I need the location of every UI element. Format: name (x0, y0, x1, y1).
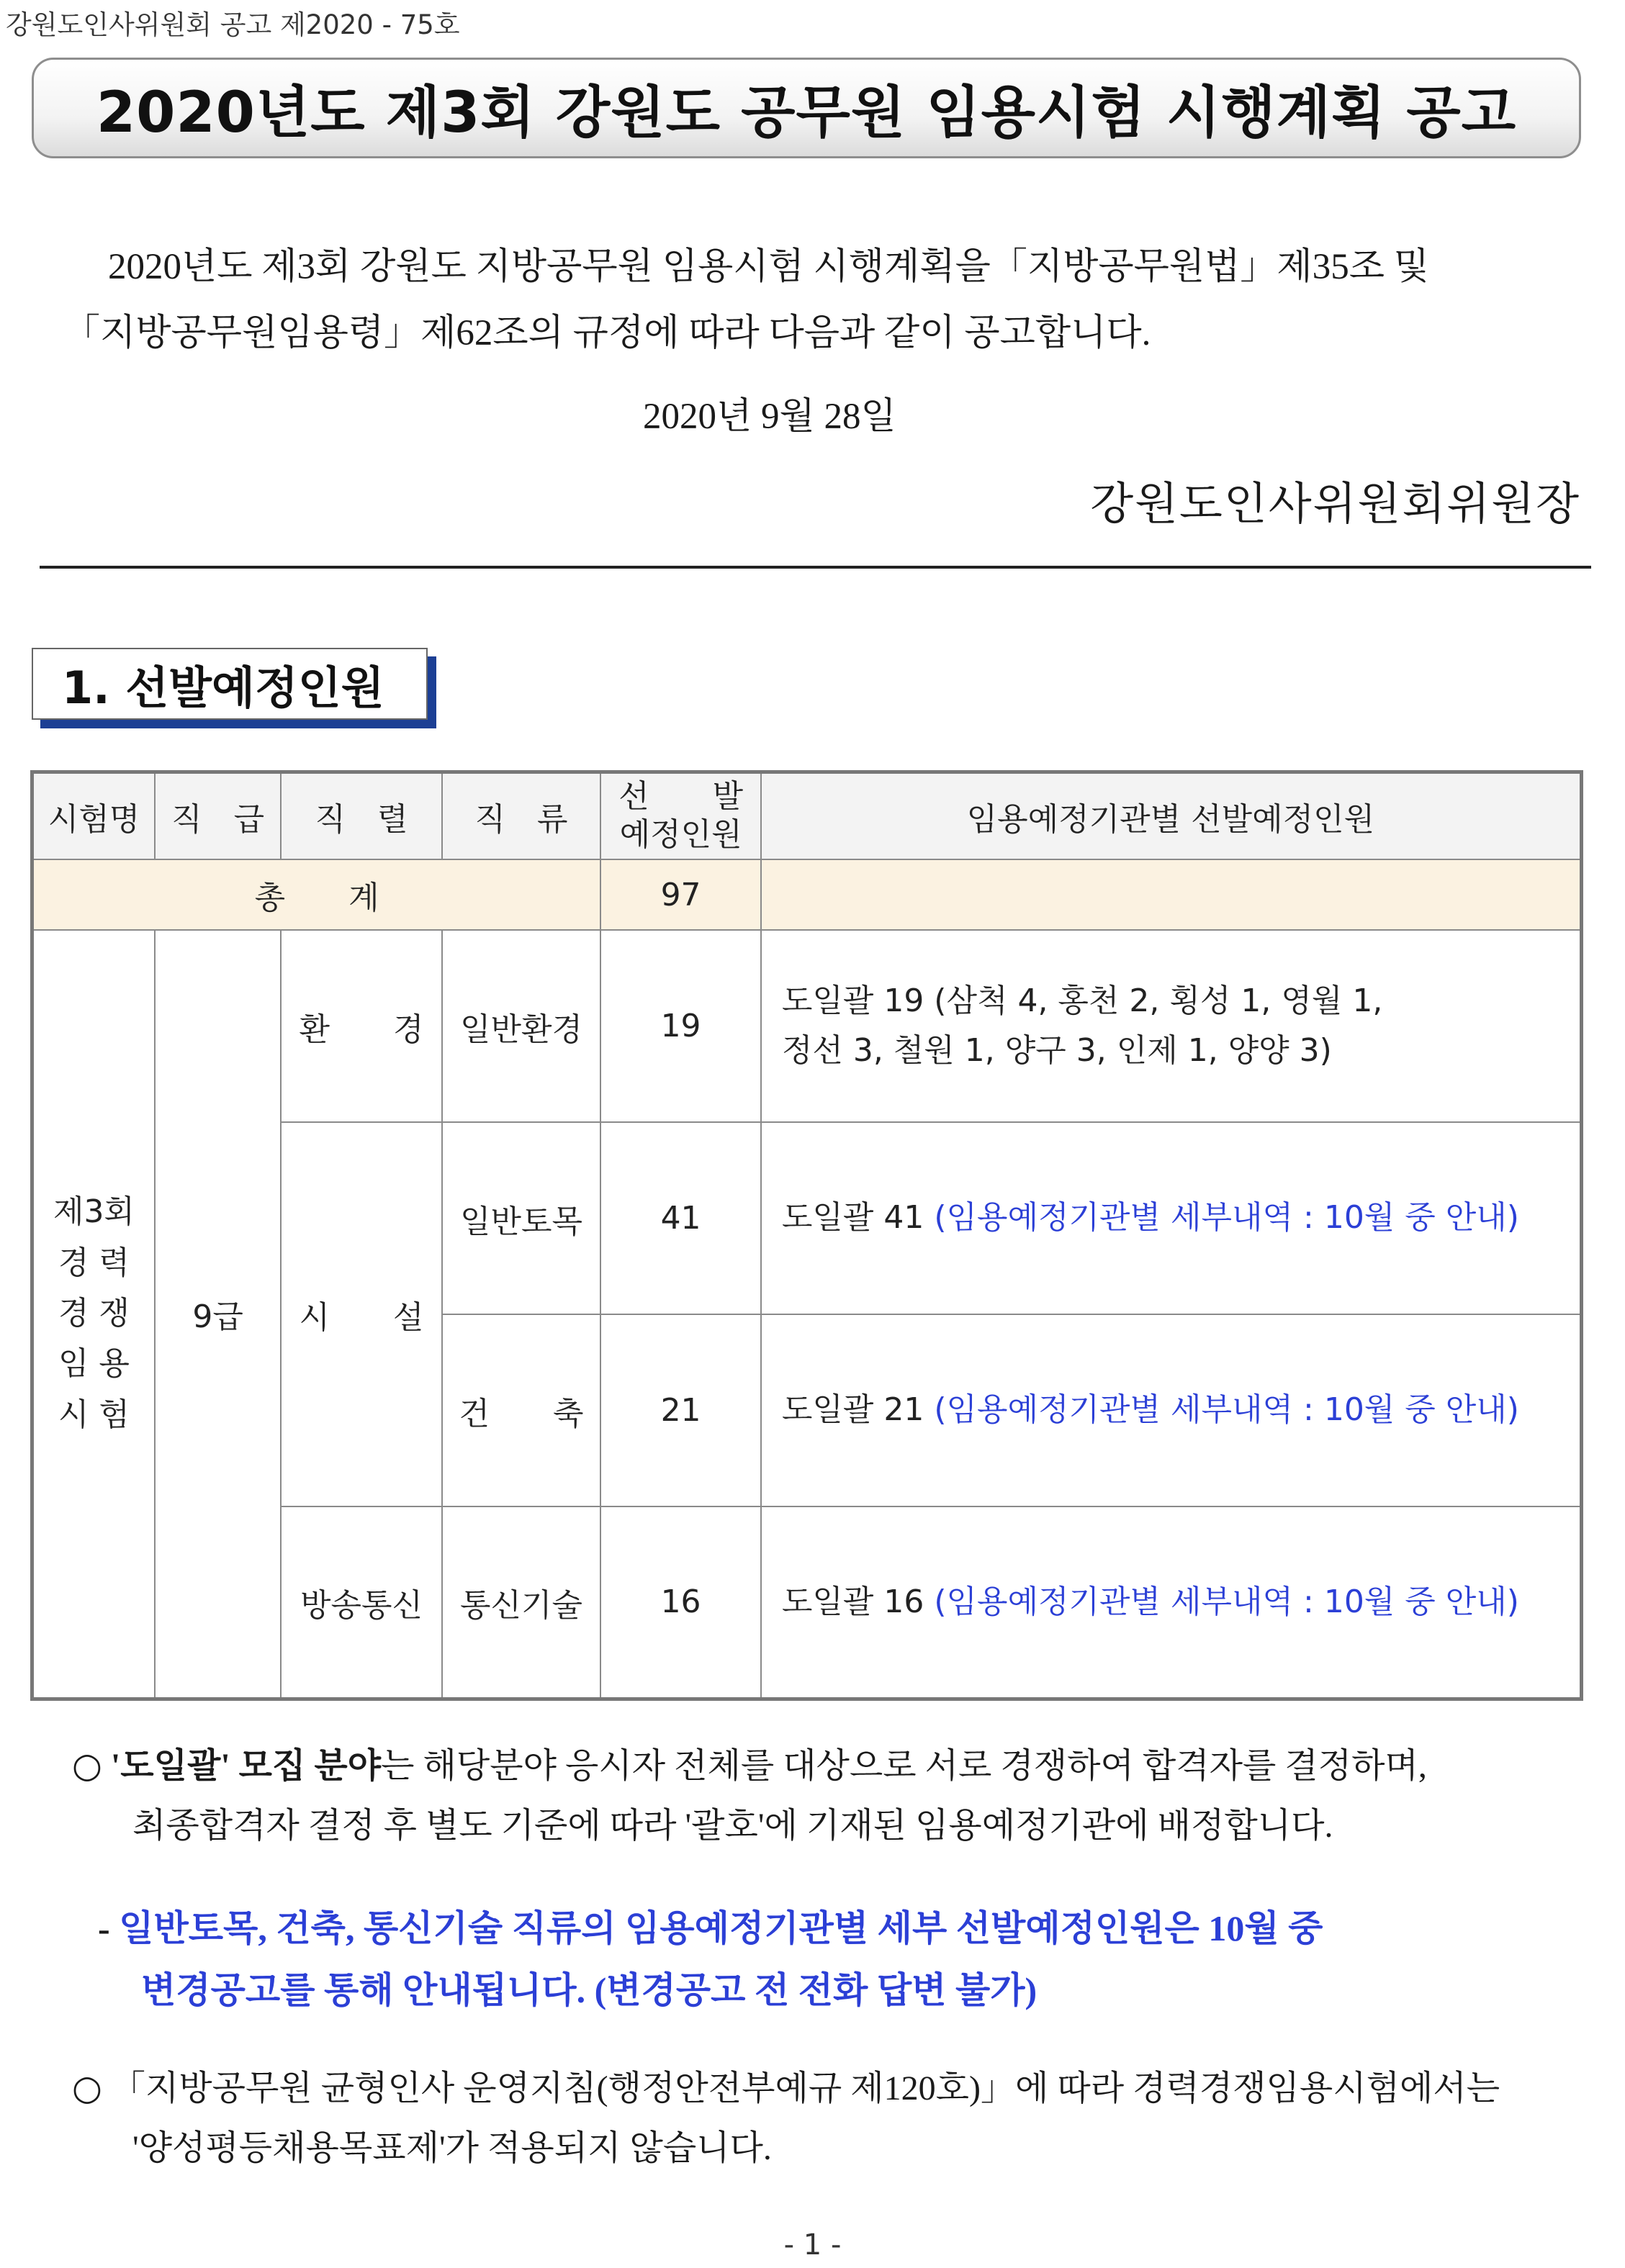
distribution-main: 도일괄 41 (781, 1199, 924, 1237)
distribution-note: (임용예정기관별 세부내역 : 10월 중 안내) (934, 1583, 1519, 1620)
exam-name-cell (32, 930, 155, 1699)
series-cell: 시 설 (281, 1122, 442, 1506)
distribution-cell (761, 930, 1582, 1122)
note-bullet-2-line-2: '양성평등채용목표제'가 적용되지 않습니다. (132, 2128, 772, 2167)
exam-name-line: 제3회 (53, 1193, 135, 1231)
exam-name-line: 경 력 (58, 1244, 130, 1281)
count-cell: 19 (600, 930, 761, 1122)
bullet-symbol: ○ (72, 2068, 102, 2108)
page-number: - 1 - (783, 2228, 842, 2262)
horizontal-divider (40, 566, 1591, 569)
recruitment-table (30, 770, 1583, 1701)
note-bullet-2-line-1 (72, 2059, 1500, 2119)
total-label: 총 계 (32, 859, 601, 930)
document-number: 강원도인사위원회 공고 제2020 - 75호 (6, 9, 460, 40)
note-bullet-1-line-1 (72, 1736, 1427, 1797)
header-series: 직 렬 (281, 772, 442, 860)
note-dash-line-1 (98, 1897, 1323, 1959)
count-cell: 41 (600, 1122, 761, 1314)
intro-line-1: 2020년도 제3회 강원도 지방공무원 임용시험 시행계획을「지방공무원법」제35조 및 (108, 247, 1429, 287)
distribution-note: (임용예정기관별 세부내역 : 10월 중 안내) (934, 1391, 1519, 1429)
distribution-cell (761, 1506, 1582, 1699)
note-dash-line-2: 변경공고를 통해 안내됩니다. (변경공고 전 전화 답변 불가) (141, 1970, 1037, 2010)
note-bullet-1 (72, 1736, 1427, 1856)
count-cell: 16 (600, 1506, 761, 1699)
class-cell: 통신기술 (442, 1506, 601, 1699)
distribution-main: 도일괄 16 (781, 1583, 924, 1620)
table-header-row (32, 772, 1582, 860)
series-cell: 방송통신 (281, 1506, 442, 1699)
class-cell: 건 축 (442, 1314, 601, 1506)
title-banner (32, 58, 1581, 158)
distribution-cell (761, 1314, 1582, 1506)
class-cell: 일반환경 (442, 930, 601, 1122)
header-count-line-2: 예정인원 (619, 816, 742, 853)
total-distribution-empty (761, 859, 1582, 930)
distribution-line-1: 도일괄 19 (삼척 4, 홍천 2, 횡성 1, 영월 1, (781, 982, 1383, 1020)
header-grade: 직 급 (155, 772, 281, 860)
header-exam-name: 시험명 (32, 772, 155, 860)
distribution-cell (761, 1122, 1582, 1314)
note-dash-text: 일반토목, 건축, 통신기술 직류의 임용예정기관별 세부 선발예정인원은 10월 중 (119, 1908, 1323, 1948)
distribution-main: 도일괄 21 (781, 1391, 924, 1429)
total-value: 97 (600, 859, 761, 930)
distribution-line-2: 정선 3, 철원 1, 양구 3, 인제 1, 양양 3) (781, 1031, 1332, 1069)
section-title: 1. 선발예정인원 (62, 661, 384, 714)
note-dash-block (98, 1897, 1323, 2021)
note-text: 는 해당분야 응시자 전체를 대상으로 서로 경쟁하여 합격자를 결정하며, (381, 1747, 1427, 1785)
note-text: 「지방공무원 균형인사 운영지침(행정안전부예규 제120호)」에 따라 경력경쟁임용시험에서는 (110, 2069, 1500, 2107)
header-planned-count (600, 772, 761, 860)
announcement-date: 2020년 9월 28일 (643, 397, 896, 437)
header-class: 직 류 (442, 772, 601, 860)
distribution-note: (임용예정기관별 세부내역 : 10월 중 안내) (934, 1199, 1519, 1237)
table-row-total (32, 859, 1582, 930)
page-title: 2020년도 제3회 강원도 공무원 임용시험 시행계획 공고 (96, 81, 1517, 145)
section-heading-box (32, 648, 428, 720)
exam-name-line: 경 쟁 (58, 1295, 130, 1332)
note-bullet-2 (72, 2059, 1500, 2178)
table-row (32, 930, 1582, 1122)
note-bold-phrase: '도일괄' 모집 분야 (110, 1747, 382, 1785)
signer-name: 강원도인사위원회위원장 (1090, 480, 1580, 529)
grade-cell: 9급 (155, 930, 281, 1699)
dash-symbol: - (98, 1908, 110, 1948)
note-bullet-1-line-2: 최종합격자 결정 후 별도 기준에 따라 '괄호'에 기재된 임용예정기관에 배정합니다. (132, 1806, 1333, 1845)
bullet-symbol: ○ (72, 1745, 102, 1786)
class-cell: 일반토목 (442, 1122, 601, 1314)
header-count-line-1: 선 발 (618, 778, 744, 816)
recruitment-table-wrapper (30, 770, 1583, 1701)
intro-line-2: 「지방공무원임용령」제62조의 규정에 따라 다음과 같이 공고합니다. (63, 313, 1151, 353)
count-cell: 21 (600, 1314, 761, 1506)
exam-name-line: 임 용 (58, 1345, 130, 1383)
exam-name-line: 시 험 (58, 1396, 130, 1433)
series-cell: 환 경 (281, 930, 442, 1122)
header-distribution: 임용예정기관별 선발예정인원 (761, 772, 1582, 860)
